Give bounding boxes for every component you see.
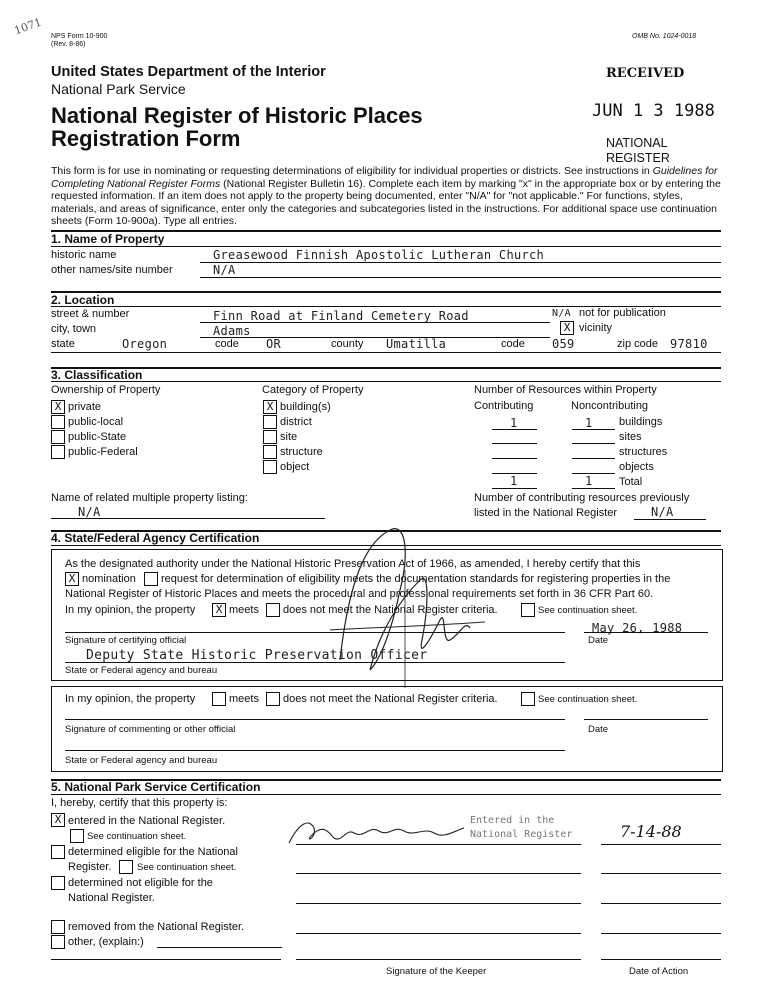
- other-names-value[interactable]: N/A: [213, 263, 236, 277]
- field-underline: [65, 719, 565, 720]
- field-underline: [584, 632, 708, 633]
- agency-label: State or Federal agency and bureau: [65, 665, 218, 676]
- date-of-action-label: Date of Action: [629, 966, 689, 977]
- category-structure-checkbox[interactable]: [263, 445, 277, 459]
- continuation-sheet-label: See continuation sheet.: [538, 605, 638, 616]
- field-underline: [601, 903, 721, 904]
- field-underline: [296, 873, 581, 874]
- ownership-public-state-label: public-State: [68, 431, 127, 443]
- does-not-meet-2-label: does not meet the National Register criteria.: [283, 693, 498, 705]
- divider: [51, 794, 721, 795]
- official-title-value[interactable]: Deputy State Historic Preservation Officer: [86, 648, 428, 663]
- street-label: street & number: [51, 308, 130, 320]
- noncontributing-total-value[interactable]: 1: [585, 474, 593, 488]
- field-underline: [200, 322, 550, 323]
- resources-title: Number of Resources within Property: [474, 384, 657, 396]
- noncontributing-buildings-value[interactable]: 1: [585, 416, 593, 430]
- nps-certify-intro: I, hereby, certify that this property is:: [51, 797, 228, 809]
- signature-2-label: Signature of commenting or other official: [65, 724, 236, 735]
- date-label: Date: [588, 635, 609, 646]
- entered-stamp-line-1: Entered in the: [470, 815, 555, 826]
- eligible-label-2: Register.: [68, 861, 112, 873]
- certification-line-1: As the designated authority under the National Historic Preservation Act of 1966, as amended, I hereby certify that this: [65, 558, 641, 570]
- field-underline: [492, 429, 537, 430]
- field-underline: [65, 750, 565, 751]
- meets-2-checkbox[interactable]: [212, 692, 226, 706]
- eligible-label-1: determined eligible for the National: [68, 846, 238, 858]
- received-stamp: RECEIVED: [606, 66, 685, 81]
- not-eligible-label-2: National Register.: [68, 892, 155, 904]
- field-underline: [492, 458, 537, 459]
- field-underline: [200, 277, 721, 278]
- multiple-listing-value[interactable]: N/A: [78, 505, 101, 519]
- eligible-continuation-checkbox[interactable]: [119, 860, 133, 874]
- state-value[interactable]: Oregon: [122, 337, 168, 351]
- field-underline: [572, 488, 615, 489]
- other-label: other, (explain:): [68, 936, 144, 948]
- ownership-title: Ownership of Property: [51, 384, 161, 396]
- state-code-label: code: [215, 338, 239, 350]
- city-value[interactable]: Adams: [213, 324, 251, 338]
- ownership-private-label: private: [68, 401, 102, 413]
- zip-label: zip code: [617, 338, 658, 350]
- entered-label: entered in the National Register.: [68, 815, 226, 827]
- category-object-checkbox[interactable]: [263, 460, 277, 474]
- section-3-header: 3. Classification: [51, 368, 143, 382]
- other-names-label: other names/site number: [51, 264, 173, 276]
- opinion-2-label: In my opinion, the property: [65, 693, 196, 705]
- opinion-label: In my opinion, the property: [65, 604, 196, 616]
- service-name: National Park Service: [51, 81, 186, 97]
- entered-checkbox[interactable]: X: [51, 813, 65, 827]
- not-eligible-checkbox[interactable]: [51, 876, 65, 890]
- structures-label: structures: [619, 446, 668, 458]
- category-object-label: object: [280, 461, 310, 473]
- field-underline: [296, 844, 581, 845]
- field-underline: [601, 933, 721, 934]
- signature-label: Signature of certifying official: [65, 635, 187, 646]
- field-underline: [572, 473, 615, 474]
- buildings-label: buildings: [619, 416, 663, 428]
- date-2-label: Date: [588, 724, 609, 735]
- ownership-private-checkbox[interactable]: X: [51, 400, 65, 414]
- county-code-value[interactable]: 059: [552, 337, 575, 351]
- field-underline: [584, 719, 708, 720]
- not-eligible-label-1: determined not eligible for the: [68, 877, 213, 889]
- section-2-header: 2. Location: [51, 293, 115, 307]
- corner-handwritten-mark: 1071: [12, 15, 44, 38]
- certification-date-value[interactable]: May 26, 1988: [592, 621, 683, 635]
- section-4-header: 4. State/Federal Agency Certification: [51, 531, 260, 545]
- category-title: Category of Property: [262, 384, 364, 396]
- divider: [51, 381, 721, 382]
- city-label: city, town: [51, 323, 97, 335]
- category-building-label: building(s): [280, 401, 331, 413]
- entered-continuation-checkbox[interactable]: [70, 829, 84, 843]
- noncontributing-header: Noncontributing: [571, 400, 649, 412]
- form-subtitle: Registration Form: [51, 126, 241, 151]
- historic-name-label: historic name: [51, 249, 117, 261]
- field-underline: [492, 443, 537, 444]
- field-underline: [51, 518, 325, 519]
- entered-continuation-label: See continuation sheet.: [87, 831, 187, 842]
- objects-label: objects: [619, 461, 654, 473]
- date-of-action-value[interactable]: 7-14-88: [620, 822, 682, 841]
- does-not-meet-label: does not meet the National Register criteria.: [283, 604, 498, 616]
- field-underline: [601, 873, 721, 874]
- meets-checkbox[interactable]: X: [212, 603, 226, 617]
- certification-line-2: request for determination of eligibility meets the documentation standards for registering properties in the: [161, 573, 671, 585]
- ownership-public-state-checkbox[interactable]: [51, 430, 65, 444]
- instructions-paragraph: This form is for use in nominating or requesting determinations of eligibility for individual properties or districts. See instructions in Guidelines for Completing National Register Forms (National Register Bulletin 16). Complete each item by marking "x" in the appropriate box or by entering the requested information. If an item does not apply to the property being documented, enter "N/A" for "not applicable." For functions, styles, materials, and areas of significance, enter only the categories and subcategories listed in the instructions. For additional space use continuation sheets (Form 10-900a). Type all entries.: [51, 165, 721, 227]
- state-code-value[interactable]: OR: [266, 337, 282, 351]
- vicinity-checkbox[interactable]: X: [560, 321, 574, 335]
- continuation-sheet-checkbox[interactable]: [521, 603, 535, 617]
- multiple-listing-label: Name of related multiple property listing:: [51, 492, 248, 504]
- stamp-register: REGISTER: [606, 151, 670, 165]
- field-underline: [200, 262, 721, 263]
- field-underline: [296, 933, 581, 934]
- ownership-public-federal-checkbox[interactable]: [51, 445, 65, 459]
- sites-label: sites: [619, 431, 642, 443]
- field-underline: [296, 959, 581, 960]
- field-underline: [492, 488, 537, 489]
- category-district-checkbox[interactable]: [263, 415, 277, 429]
- keeper-signature: [284, 813, 469, 853]
- previously-listed-label-2: listed in the National Register: [474, 507, 618, 519]
- category-site-checkbox[interactable]: [263, 430, 277, 444]
- street-value[interactable]: Finn Road at Finland Cemetery Road: [213, 309, 469, 323]
- eligible-continuation-label: See continuation sheet.: [137, 862, 237, 873]
- county-value[interactable]: Umatilla: [386, 337, 447, 351]
- nomination-label: nomination: [82, 573, 136, 585]
- section-5-header: 5. National Park Service Certification: [51, 780, 261, 794]
- zip-value[interactable]: 97810: [670, 337, 708, 351]
- field-underline: [601, 844, 721, 845]
- field-underline: [601, 959, 721, 960]
- previously-listed-label-1: Number of contributing resources previously: [474, 492, 690, 504]
- eligible-checkbox[interactable]: [51, 845, 65, 859]
- field-underline: [200, 337, 550, 338]
- divider: [51, 246, 721, 247]
- keeper-signature-label: Signature of the Keeper: [386, 966, 487, 977]
- omb-number: OMB No. 1024-0018: [632, 33, 697, 40]
- ownership-public-local-label: public-local: [68, 416, 124, 428]
- form-revision: (Rev. 8-86): [51, 41, 86, 48]
- contributing-header: Contributing: [474, 400, 534, 412]
- category-district-label: district: [280, 416, 312, 428]
- meets-label: meets: [229, 604, 259, 616]
- not-for-publication-label: not for publication: [579, 307, 666, 319]
- stamp-national: NATIONAL: [606, 136, 668, 150]
- received-date-stamp: JUN 1 3 1988: [592, 101, 715, 121]
- section-1-header: 1. Name of Property: [51, 232, 165, 246]
- historic-name-value[interactable]: Greasewood Finnish Apostolic Lutheran Church: [213, 248, 545, 262]
- department-name: United States Department of the Interior: [51, 64, 326, 80]
- does-not-meet-checkbox[interactable]: [266, 603, 280, 617]
- removed-checkbox[interactable]: [51, 920, 65, 934]
- other-checkbox[interactable]: [51, 935, 65, 949]
- category-site-label: site: [280, 431, 298, 443]
- field-underline: [634, 519, 706, 520]
- divider: [51, 367, 721, 369]
- agency-2-label: State or Federal agency and bureau: [65, 755, 218, 766]
- nomination-checkbox[interactable]: X: [65, 572, 79, 586]
- field-underline: [572, 458, 615, 459]
- determination-request-checkbox[interactable]: [144, 572, 158, 586]
- certification-line-3: National Register of Historic Places and meets the procedural and professional requirements set forth in 36 CFR Part 60.: [65, 588, 654, 600]
- vicinity-label: vicinity: [579, 322, 613, 334]
- meets-2-label: meets: [229, 693, 259, 705]
- field-underline: [296, 903, 581, 904]
- continuation-sheet-2-label: See continuation sheet.: [538, 694, 638, 705]
- field-underline: [157, 947, 282, 948]
- previously-listed-value[interactable]: N/A: [651, 505, 674, 519]
- county-label: county: [331, 338, 364, 350]
- field-underline: [572, 443, 615, 444]
- category-structure-label: structure: [280, 446, 323, 458]
- divider: [51, 291, 721, 293]
- category-building-checkbox[interactable]: X: [263, 400, 277, 414]
- field-underline: [572, 429, 615, 430]
- form-number: NPS Form 10-900: [51, 33, 108, 40]
- county-code-label: code: [501, 338, 525, 350]
- ownership-public-federal-label: public-Federal: [68, 446, 138, 458]
- continuation-sheet-2-checkbox[interactable]: [521, 692, 535, 706]
- form-title: National Register of Historic Places: [51, 103, 423, 128]
- contributing-total-value[interactable]: 1: [510, 474, 518, 488]
- field-underline: [51, 959, 281, 960]
- removed-label: removed from the National Register.: [68, 921, 245, 933]
- ownership-public-local-checkbox[interactable]: [51, 415, 65, 429]
- total-label: Total: [619, 476, 643, 488]
- entered-stamp-line-2: National Register: [470, 829, 573, 840]
- contributing-buildings-value[interactable]: 1: [510, 416, 518, 430]
- divider: [51, 352, 721, 353]
- certifying-official-signature: [310, 510, 500, 690]
- not-for-publication-mark[interactable]: N/A: [552, 308, 571, 319]
- does-not-meet-2-checkbox[interactable]: [266, 692, 280, 706]
- state-label: state: [51, 338, 75, 350]
